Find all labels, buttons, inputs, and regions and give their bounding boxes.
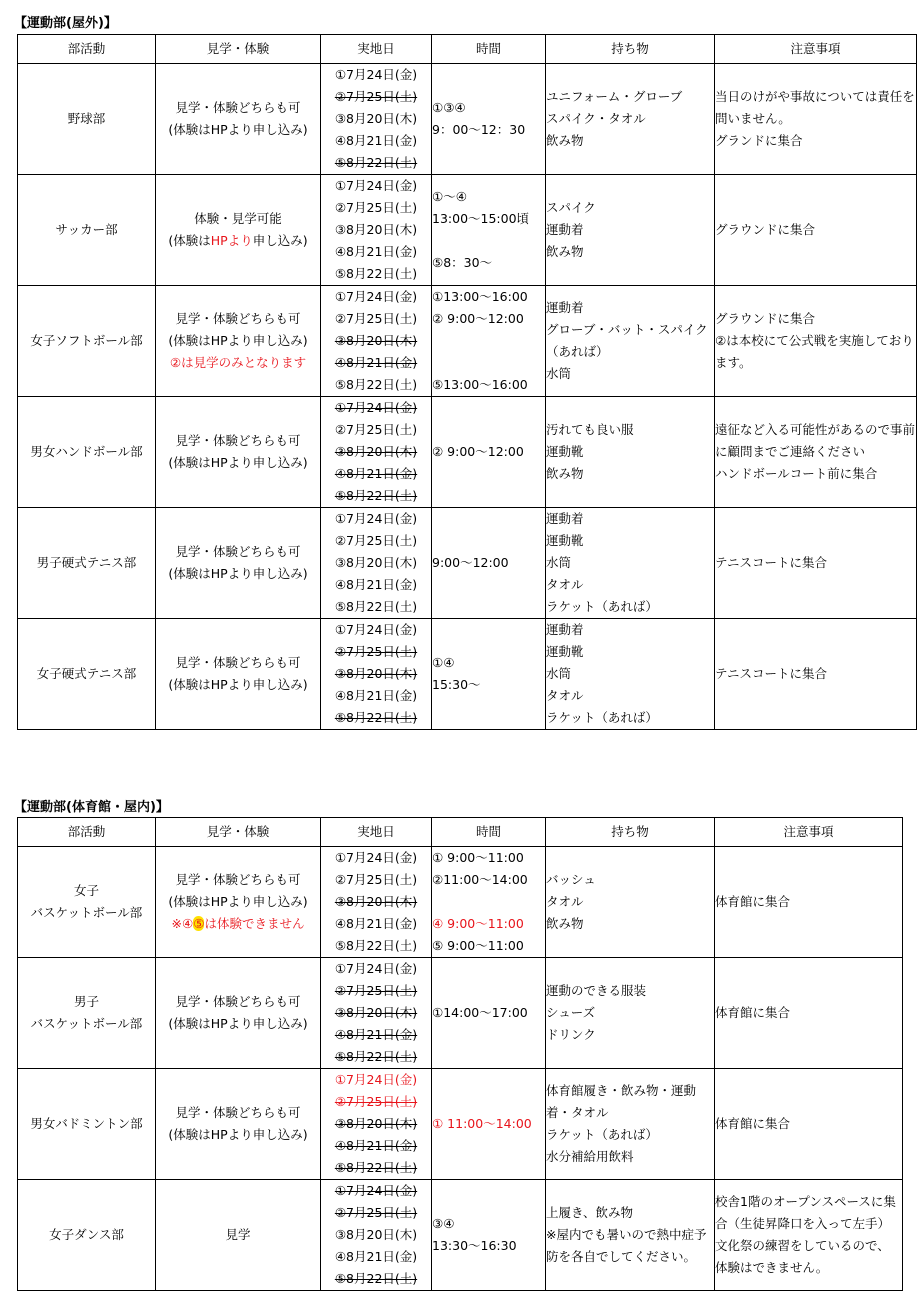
text-line: 9:00～12:00 <box>432 555 509 570</box>
text-line: 見学・体験どちらも可 <box>175 100 301 115</box>
date-line: ⑤8月22日(土) <box>334 488 418 503</box>
club-cell <box>18 847 156 958</box>
dates-cell <box>321 847 432 958</box>
time-cell <box>432 1069 546 1180</box>
text-line: ⑤ 9:00～11:00 <box>432 938 524 953</box>
notes-cell <box>715 1069 903 1180</box>
text-line: (体験はHPより申し込み) <box>168 1127 308 1142</box>
text-segment: HPより <box>210 233 253 248</box>
text-line: ④ 9:00～11:00 <box>432 916 524 931</box>
date-line: ③8月20日(木) <box>334 111 418 126</box>
time-cell <box>432 508 546 619</box>
text-line: ②11:00～14:00 <box>432 872 528 887</box>
table-row <box>18 64 917 175</box>
date-line: ②7月25日(土) <box>334 422 418 437</box>
items-cell <box>546 1069 715 1180</box>
text-line: 男子 <box>73 994 99 1009</box>
dates-cell <box>321 64 432 175</box>
text-line: バスケットボール部 <box>30 1016 143 1031</box>
text-line: 男女バドミントン部 <box>30 1116 143 1131</box>
column-header-time: 時間 <box>432 35 546 64</box>
date-line: ⑤8月22日(土) <box>334 938 418 953</box>
table-row <box>18 1069 903 1180</box>
date-line: ①7月24日(金) <box>334 961 418 976</box>
column-header-items: 持ち物 <box>546 818 715 847</box>
time-cell <box>432 958 546 1069</box>
highlighted-text: ⑤ <box>193 916 205 931</box>
date-line: ④8月21日(金) <box>334 355 418 370</box>
date-line: ③8月20日(木) <box>334 1005 418 1020</box>
items-cell <box>546 397 715 508</box>
text-line: グランドに集合 <box>715 133 803 148</box>
date-line: ④8月21日(金) <box>334 1138 418 1153</box>
text-line: 文化祭の練習をしているので、体験はできません。 <box>715 1238 890 1275</box>
notes-cell <box>715 958 903 1069</box>
text-line: 当日のけがや事故については責任を問いません。 <box>715 89 915 126</box>
text-line: ユニフォーム・グローブ <box>546 89 683 104</box>
text-line: 校舎1階のオープンスペースに集合（生徒昇降口を入って左手） <box>715 1194 896 1231</box>
visit-cell <box>156 175 321 286</box>
text-line: ①～④ <box>432 189 467 204</box>
table-row <box>18 397 917 508</box>
table-header-row <box>18 818 903 847</box>
text-line: ラケット（あれば） <box>546 710 658 725</box>
visit-cell <box>156 286 321 397</box>
visit-cell <box>156 508 321 619</box>
text-line: テニスコートに集合 <box>715 666 828 681</box>
club-cell <box>18 619 156 730</box>
visit-cell <box>156 397 321 508</box>
text-line: ラケット（あれば） <box>546 1127 658 1142</box>
date-line: ②7月25日(土) <box>334 89 418 104</box>
text-line: 体験・見学可能 <box>194 211 282 226</box>
column-header-club: 部活動 <box>18 818 156 847</box>
visit-cell <box>156 847 321 958</box>
column-header-club: 部活動 <box>18 35 156 64</box>
blank-line <box>432 352 545 374</box>
text-line: タオル <box>546 688 584 703</box>
text-segment: ※④ <box>171 916 194 931</box>
visit-cell <box>156 619 321 730</box>
table-row <box>18 847 903 958</box>
text-line: シューズ <box>546 1005 596 1020</box>
text-line: ③④ <box>432 1216 455 1231</box>
blank-line <box>432 330 545 352</box>
date-line: ①7月24日(金) <box>334 289 418 304</box>
club-cell <box>18 397 156 508</box>
text-line: バスケットボール部 <box>30 905 143 920</box>
date-line: ②7月25日(土) <box>334 533 418 548</box>
date-line: ②7月25日(土) <box>334 872 418 887</box>
notes-cell <box>715 397 917 508</box>
text-segment: は体験できません <box>204 916 305 931</box>
date-line: ①7月24日(金) <box>334 400 418 415</box>
club-cell <box>18 1069 156 1180</box>
section-title-indoor: 【運動部(体育館・屋内)】 <box>14 800 169 815</box>
club-cell <box>18 64 156 175</box>
text-line: タオル <box>546 894 584 909</box>
text-line: 体育館に集合 <box>715 1116 791 1131</box>
date-line: ③8月20日(木) <box>334 222 418 237</box>
text-line: 野球部 <box>67 111 106 126</box>
text-line: (体験はHPより申し込み) <box>168 677 308 692</box>
text-line: ②は本校にて公式戦を実施しております。 <box>715 333 914 370</box>
club-cell <box>18 1180 156 1291</box>
date-line: ①7月24日(金) <box>334 1183 418 1198</box>
text-line: ①14:00～17:00 <box>432 1005 528 1020</box>
dates-cell <box>321 1069 432 1180</box>
date-line: ③8月20日(木) <box>334 333 418 348</box>
date-line: ④8月21日(金) <box>334 577 418 592</box>
items-cell <box>546 847 715 958</box>
text-line: 運動のできる服装 <box>546 983 647 998</box>
text-line: 運動着 <box>546 622 584 637</box>
date-line: ②7月25日(土) <box>334 983 418 998</box>
schedule-table-outdoor <box>17 34 917 730</box>
dates-cell <box>321 397 432 508</box>
text-line: 9：00～12：30 <box>432 122 526 137</box>
text-line: タオル <box>546 577 584 592</box>
date-line: ①7月24日(金) <box>334 67 418 82</box>
date-line: ④8月21日(金) <box>334 916 418 931</box>
time-cell <box>432 847 546 958</box>
date-line: ⑤8月22日(土) <box>334 155 418 170</box>
column-header-time: 時間 <box>432 818 546 847</box>
text-line: 上履き、飲み物 <box>546 1205 634 1220</box>
table-row <box>18 1180 903 1291</box>
date-line: ④8月21日(金) <box>334 244 418 259</box>
column-header-items: 持ち物 <box>546 35 715 64</box>
date-line: ①7月24日(金) <box>334 622 418 637</box>
date-line: ⑤8月22日(土) <box>334 266 418 281</box>
date-line: ⑤8月22日(土) <box>334 1049 418 1064</box>
text-line: 飲み物 <box>546 133 584 148</box>
text-line: ラケット（あれば） <box>546 599 658 614</box>
visit-cell <box>156 1180 321 1291</box>
text-line: スパイク <box>546 200 596 215</box>
dates-cell <box>321 619 432 730</box>
date-line: ⑤8月22日(土) <box>334 710 418 725</box>
date-line: ①7月24日(金) <box>334 850 418 865</box>
text-line: グラウンドに集合 <box>715 311 816 326</box>
date-line: ③8月20日(木) <box>334 666 418 681</box>
items-cell <box>546 64 715 175</box>
column-header-visit: 見学・体験 <box>156 818 321 847</box>
text-line: 13:30～16:30 <box>432 1238 517 1253</box>
text-line: 見学 <box>225 1227 251 1242</box>
dates-cell <box>321 1180 432 1291</box>
club-cell <box>18 286 156 397</box>
date-line: ②7月25日(土) <box>334 644 418 659</box>
text-line: (体験はHPより申し込み) <box>168 1016 308 1031</box>
table-row <box>18 508 917 619</box>
notes-cell <box>715 508 917 619</box>
text-line: 見学・体験どちらも可 <box>175 544 301 559</box>
date-line: ④8月21日(金) <box>334 133 418 148</box>
column-header-visit: 見学・体験 <box>156 35 321 64</box>
table-row <box>18 175 917 286</box>
text-line: ② 9:00～12:00 <box>432 444 524 459</box>
column-header-notes: 注意事項 <box>715 818 903 847</box>
date-line: ⑤8月22日(土) <box>334 599 418 614</box>
text-line: ハンドボールコート前に集合 <box>715 466 878 481</box>
notes-cell <box>715 619 917 730</box>
table-row <box>18 619 917 730</box>
notes-cell <box>715 286 917 397</box>
text-line: ⑤8：30～ <box>432 255 493 270</box>
text-line: 見学・体験どちらも可 <box>175 311 301 326</box>
section-title-outdoor: 【運動部(屋外)】 <box>14 16 117 31</box>
date-line: ④8月21日(金) <box>334 1027 418 1042</box>
date-line: ②7月25日(土) <box>334 1205 418 1220</box>
text-line: 運動着 <box>546 222 584 237</box>
date-line: ②7月25日(土) <box>334 311 418 326</box>
items-cell <box>546 175 715 286</box>
text-line: ①④ <box>432 655 455 670</box>
text-line: 水筒 <box>546 666 572 681</box>
text-segment: 申し込み) <box>252 233 308 248</box>
dates-cell <box>321 175 432 286</box>
text-line: (体験はHPより申し込み) <box>168 122 308 137</box>
text-line: バッシュ <box>546 872 596 887</box>
date-line: ⑤8月22日(土) <box>334 1160 418 1175</box>
text-line: ①③④ <box>432 100 466 115</box>
text-line: 運動靴 <box>546 533 584 548</box>
date-line: ⑤8月22日(土) <box>334 1271 418 1286</box>
items-cell <box>546 286 715 397</box>
text-line: ドリンク <box>546 1027 596 1042</box>
text-line: (体験はHPより申し込み) <box>168 333 308 348</box>
text-line: 飲み物 <box>546 244 584 259</box>
club-cell <box>18 175 156 286</box>
date-line: ③8月20日(木) <box>334 1227 418 1242</box>
items-cell <box>546 1180 715 1291</box>
table-row <box>18 286 917 397</box>
text-line: 遠征など入る可能性があるので事前に顧問までご連絡ください <box>715 422 916 459</box>
text-line: 運動着 <box>546 511 584 526</box>
notes-cell <box>715 847 903 958</box>
blank-line <box>432 891 545 913</box>
text-line: 男女ハンドボール部 <box>30 444 143 459</box>
text-line: 見学・体験どちらも可 <box>175 655 301 670</box>
text-line: ②は見学のみとなります <box>169 355 307 370</box>
text-line: 女子ダンス部 <box>49 1227 124 1242</box>
text-line: ① 11:00～14:00 <box>432 1116 532 1131</box>
text-line: 15:30～ <box>432 677 481 692</box>
club-cell <box>18 958 156 1069</box>
table-row <box>18 958 903 1069</box>
text-line: 女子硬式テニス部 <box>36 666 137 681</box>
schedule-table-indoor <box>17 817 903 1291</box>
time-cell <box>432 1180 546 1291</box>
items-cell <box>546 508 715 619</box>
time-cell <box>432 175 546 286</box>
text-line: 運動着 <box>546 300 584 315</box>
text-line: 女子ソフトボール部 <box>30 333 143 348</box>
dates-cell <box>321 286 432 397</box>
text-line: 運動靴 <box>546 444 584 459</box>
text-line: ⑤13:00～16:00 <box>432 377 528 392</box>
column-header-notes: 注意事項 <box>715 35 917 64</box>
items-cell <box>546 958 715 1069</box>
date-line: ③8月20日(木) <box>334 894 418 909</box>
time-cell <box>432 619 546 730</box>
text-line: ①13:00～16:00 <box>432 289 528 304</box>
text-line: 見学・体験どちらも可 <box>175 433 301 448</box>
date-line: ①7月24日(金) <box>334 178 418 193</box>
text-line: 水分補給用飲料 <box>546 1149 634 1164</box>
items-cell <box>546 619 715 730</box>
time-cell <box>432 397 546 508</box>
column-header-dates: 実地日 <box>321 35 432 64</box>
text-line: 水筒 <box>546 555 572 570</box>
visit-cell <box>156 64 321 175</box>
text-line <box>156 230 320 252</box>
text-segment: (体験は <box>168 233 211 248</box>
visit-cell <box>156 958 321 1069</box>
date-line: ①7月24日(金) <box>334 1072 418 1087</box>
text-line: 体育館に集合 <box>715 1005 791 1020</box>
text-line: 汚れても良い服 <box>546 422 634 437</box>
text-line: 見学・体験どちらも可 <box>175 872 301 887</box>
date-line: ④8月21日(金) <box>334 688 418 703</box>
text-line: 女子 <box>73 883 99 898</box>
text-line: ② 9:00～12:00 <box>432 311 524 326</box>
column-header-dates: 実地日 <box>321 818 432 847</box>
table-header-row <box>18 35 917 64</box>
notes-cell <box>715 64 917 175</box>
club-cell <box>18 508 156 619</box>
text-line: グローブ・バット・スパイク（あれば） <box>546 322 708 359</box>
text-line: 見学・体験どちらも可 <box>175 1105 301 1120</box>
date-line: ①7月24日(金) <box>334 511 418 526</box>
date-line: ②7月25日(土) <box>334 1094 418 1109</box>
text-line: 水筒 <box>546 366 572 381</box>
notes-cell <box>715 175 917 286</box>
text-line: 体育館に集合 <box>715 894 791 909</box>
date-line: ②7月25日(土) <box>334 200 418 215</box>
text-line: (体験はHPより申し込み) <box>168 455 308 470</box>
text-line: 男子硬式テニス部 <box>36 555 137 570</box>
text-line: 13:00～15:00頃 <box>432 211 530 226</box>
time-cell <box>432 64 546 175</box>
date-line: ③8月20日(木) <box>334 555 418 570</box>
date-line: ⑤8月22日(土) <box>334 377 418 392</box>
text-line: 体育館履き・飲み物・運動着・タオル <box>546 1083 697 1120</box>
blank-line <box>432 230 545 252</box>
text-line: ① 9:00～11:00 <box>432 850 524 865</box>
text-line: スパイク・タオル <box>546 111 646 126</box>
date-line: ③8月20日(木) <box>334 1116 418 1131</box>
text-line: 飲み物 <box>546 466 584 481</box>
text-line: テニスコートに集合 <box>715 555 828 570</box>
date-line: ④8月21日(金) <box>334 1249 418 1264</box>
text-line: ※屋内でも暑いので熱中症予防を各自でしてください。 <box>546 1227 707 1264</box>
text-line: サッカー部 <box>55 222 118 237</box>
dates-cell <box>321 508 432 619</box>
date-line: ③8月20日(木) <box>334 444 418 459</box>
text-line: グラウンドに集合 <box>715 222 816 237</box>
text-line: (体験はHPより申し込み) <box>168 894 308 909</box>
time-cell <box>432 286 546 397</box>
text-line: 飲み物 <box>546 916 584 931</box>
dates-cell <box>321 958 432 1069</box>
text-line: 見学・体験どちらも可 <box>175 994 301 1009</box>
text-line: 運動靴 <box>546 644 584 659</box>
text-line: (体験はHPより申し込み) <box>168 566 308 581</box>
date-line: ④8月21日(金) <box>334 466 418 481</box>
visit-cell <box>156 1069 321 1180</box>
notes-cell <box>715 1180 903 1291</box>
text-line <box>156 913 320 935</box>
